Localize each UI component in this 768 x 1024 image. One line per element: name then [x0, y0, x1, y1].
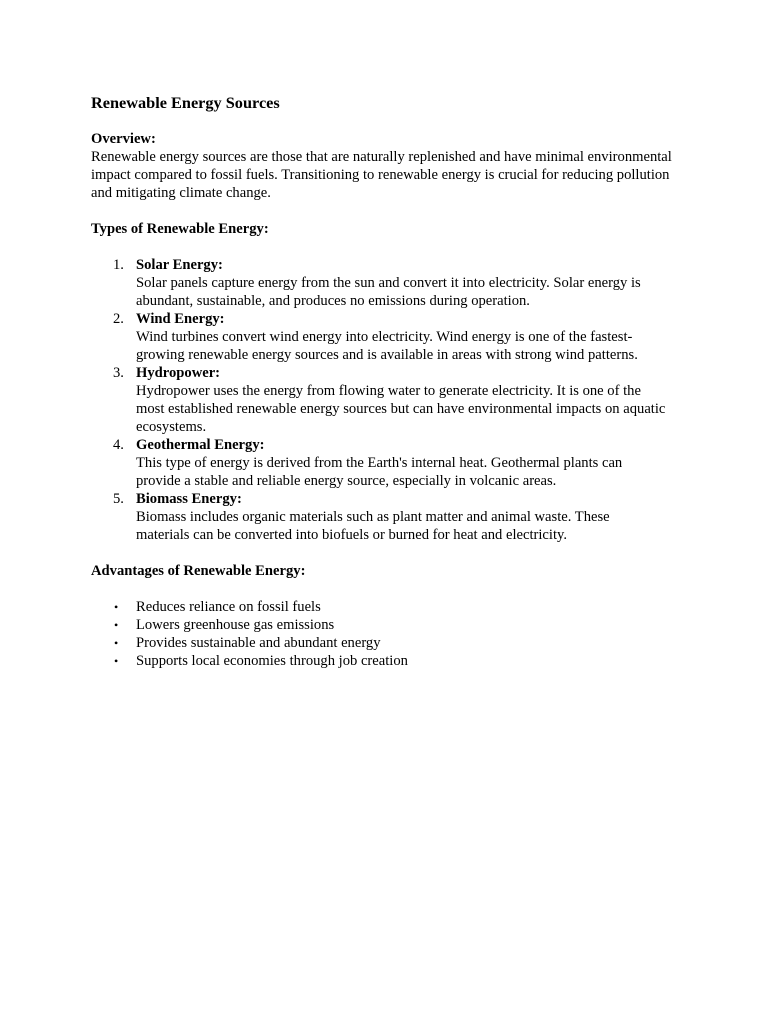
list-item: [113, 310, 666, 364]
bullet-icon: •: [114, 654, 119, 668]
list-item-description: This type of energy is derived from the Earth's internal heat. Geothermal plants can provide a stable and reliable energy source, especially in volcanic areas.: [136, 455, 623, 489]
list-item-number: 4.: [113, 437, 124, 453]
bullet-icon: •: [114, 618, 119, 632]
bullet-item: [114, 634, 678, 652]
bullet-item: [114, 598, 678, 616]
list-item-title: Geothermal Energy:: [136, 437, 265, 453]
list-item-number: 3.: [113, 365, 124, 381]
types-list: [91, 256, 678, 544]
bullet-icon: •: [114, 600, 119, 614]
list-item-description: Biomass includes organic materials such as plant matter and animal waste. These materials can be converted into biofuels or burned for heat and electricity.: [136, 509, 610, 543]
bullet-icon: •: [114, 636, 119, 650]
list-item-title: Solar Energy:: [136, 257, 223, 273]
advantages-heading: Advantages of Renewable Energy:: [91, 563, 306, 579]
list-item-number: 2.: [113, 311, 124, 327]
list-item: [113, 490, 666, 544]
list-item: [113, 256, 666, 310]
bullet-item: [114, 652, 678, 670]
advantages-list: [91, 598, 678, 670]
document-title: Renewable Energy Sources: [91, 93, 280, 112]
list-item-title: Biomass Energy:: [136, 491, 242, 507]
list-item-title: Hydropower:: [136, 365, 221, 381]
bullet-item-text: Supports local economies through job creation: [136, 653, 408, 669]
list-item: [113, 364, 666, 436]
list-item-description: Wind turbines convert wind energy into electricity. Wind energy is one of the fastest-growing renewable energy sources and is available in areas with strong wind patterns.: [136, 329, 638, 363]
list-item-number: 1.: [113, 257, 124, 273]
list-item-description: Solar panels capture energy from the sun and convert it into electricity. Solar energy is abundant, sustainable, and produces no emissions during operation.: [136, 275, 641, 309]
types-heading: Types of Renewable Energy:: [91, 221, 269, 237]
bullet-item-text: Reduces reliance on fossil fuels: [136, 599, 321, 615]
overview-heading: Overview:: [91, 131, 156, 147]
list-item-number: 5.: [113, 491, 124, 507]
bullet-item: [114, 616, 678, 634]
bullet-item-text: Lowers greenhouse gas emissions: [136, 617, 335, 633]
bullet-item-text: Provides sustainable and abundant energy: [136, 635, 381, 651]
overview-paragraph: Renewable energy sources are those that are naturally replenished and have minimal environmental impact compared to fossil fuels. Transitioning to renewable energy is crucial for reducing pollution and mitigating climate change.: [91, 149, 672, 201]
list-item-title: Wind Energy:: [136, 311, 225, 327]
list-item: [113, 436, 666, 490]
list-item-description: Hydropower uses the energy from flowing water to generate electricity. It is one of the most established renewable energy sources but can have environmental impacts on aquatic ecosystems.: [136, 383, 666, 435]
